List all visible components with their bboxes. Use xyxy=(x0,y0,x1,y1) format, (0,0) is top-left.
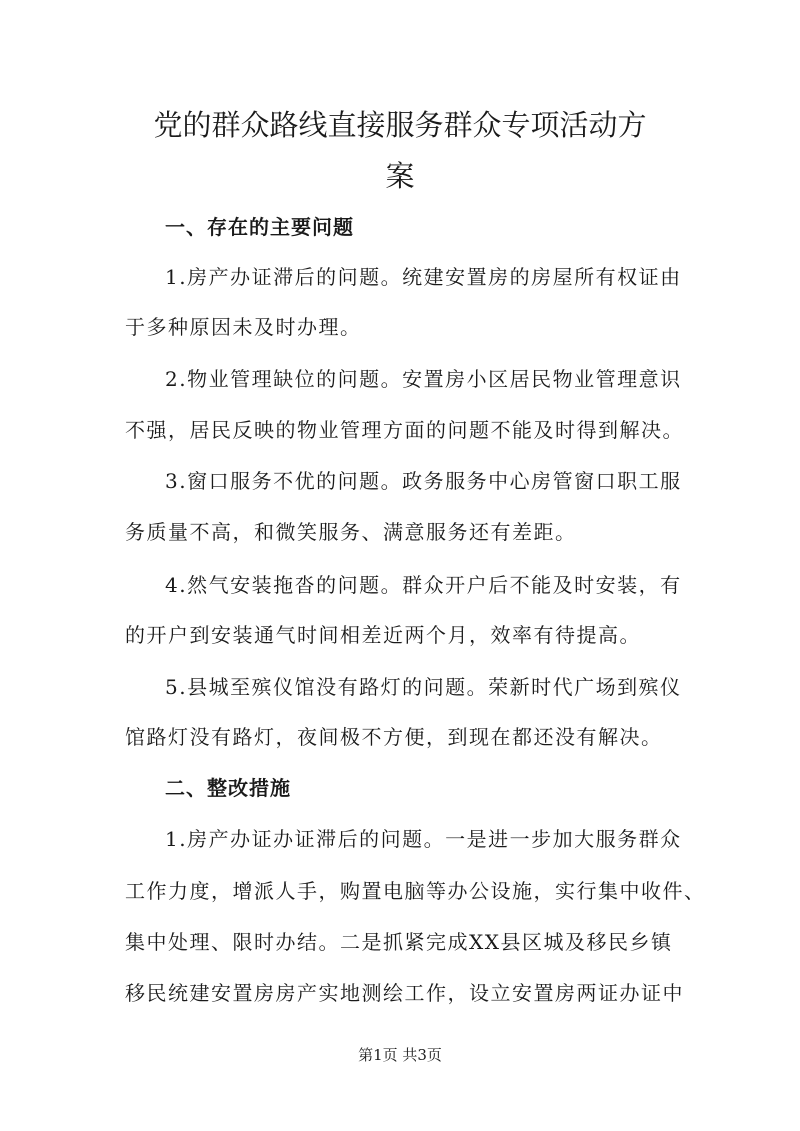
paragraph-line: 于多种原因未及时办理。 xyxy=(125,315,362,339)
paragraph-line: 移民统建安置房房产实地测绘工作，设立安置房两证办证中 xyxy=(125,981,684,1005)
paragraph-line: 馆路灯没有路灯，夜间极不方便，到现在都还没有解决。 xyxy=(125,725,663,749)
section-heading-problems: 一、存在的主要问题 xyxy=(165,215,354,239)
paragraph-line: 工作力度，增派人手，购置电脑等办公设施，实行集中收件、 xyxy=(125,879,706,903)
paragraph-line: 集中处理、限时办结。二是抓紧完成XX县区城及移民乡镇 xyxy=(125,930,673,954)
section-heading-measures: 二、整改措施 xyxy=(165,776,291,800)
paragraph-line: 务质量不高，和微笑服务、满意服务还有差距。 xyxy=(125,520,577,544)
paragraph-line: 4.然气安装拖沓的问题。群众开户后不能及时安装，有 xyxy=(165,573,682,597)
document-title-line-2: 案 xyxy=(385,159,415,193)
paragraph-line: 1.房产办证滞后的问题。统建安置房的房屋所有权证由 xyxy=(165,265,682,289)
paragraph-line: 2.物业管理缺位的问题。安置房小区居民物业管理意识 xyxy=(165,367,682,391)
paragraph-line: 5.县城至殡仪馆没有路灯的问题。荣新时代广场到殡仪 xyxy=(165,675,682,699)
paragraph-line: 不强，居民反映的物业管理方面的问题不能及时得到解决。 xyxy=(125,418,684,442)
page-number-footer: 第1页 共3页 xyxy=(358,1046,442,1064)
document-title-line-1: 党的群众路线直接服务群众专项活动方 xyxy=(153,108,647,142)
paragraph-line: 3.窗口服务不优的问题。政务服务中心房管窗口职工服 xyxy=(165,469,682,493)
paragraph-line: 1.房产办证办证滞后的问题。一是进一步加大服务群众 xyxy=(165,827,682,851)
paragraph-line: 的开户到安装通气时间相差近两个月，效率有待提高。 xyxy=(125,623,641,647)
